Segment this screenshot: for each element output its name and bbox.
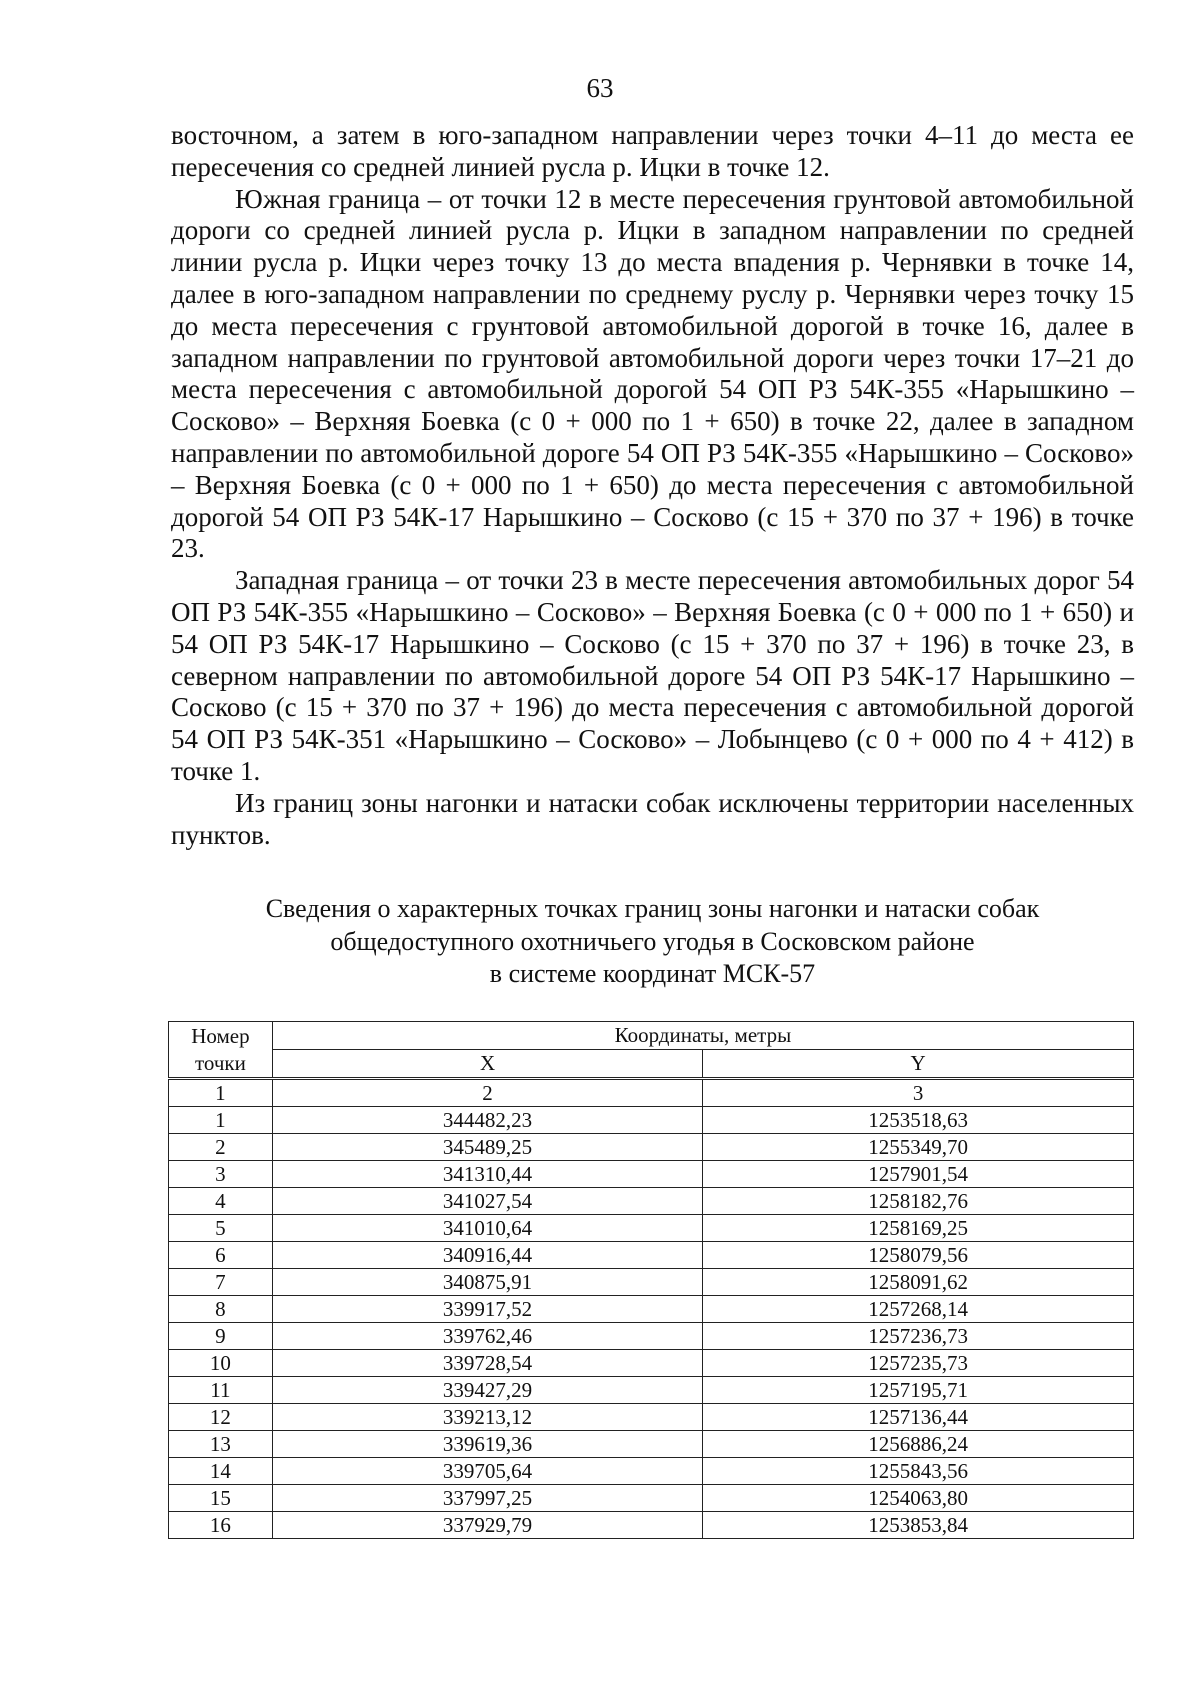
header-coordinates: Координаты, метры: [272, 1022, 1133, 1050]
table-row: [169, 1458, 1134, 1485]
cell-y: 1258182,76: [703, 1188, 1134, 1215]
table-title-line-1: Сведения о характерных точках границ зоны нагонки и натаски собак: [265, 894, 1040, 923]
table-row: [169, 1242, 1134, 1269]
cell-x: 339213,12: [272, 1404, 702, 1431]
cell-point-number: 7: [169, 1269, 273, 1296]
cell-y: 1255843,56: [703, 1458, 1134, 1485]
cell-point-number: 4: [169, 1188, 273, 1215]
cell-x: 345489,25: [272, 1134, 702, 1161]
cell-y: 1258091,62: [703, 1269, 1134, 1296]
paragraph-southern-boundary: Южная граница – от точки 12 в месте пересечения грунтовой автомобильной дороги со средней линией русла р. Ицки в западном направлении по средней линии русла р. Ицки через точку 13 до места впадения р. Чернявки в точке 14, далее в юго-западном направлении по среднему руслу р. Чернявки через точку 15 до места пересечения с грунтовой автомобильной дорогой в точке 16, далее в западном направлении по грунтовой автомобильной дороги через точки 17–21 до места пересечения с автомобильной дорогой 54 ОП РЗ 54К-355 «Нарышкино – Сосково» – Верхняя Боевка (с 0 + 000 по 1 + 650) в точке 22, далее в западном направлении по автомобильной дороге 54 ОП РЗ 54К-355 «Нарышкино – Сосково» – Верхняя Боевка (с 0 + 000 по 1 + 650) до места пересечения с автомобильной дорогой 54 ОП РЗ 54К-17 Нарышкино – Сосково (с 15 + 370 по 37 + 196) в точке 23.: [171, 183, 1134, 564]
table-row: [169, 1188, 1134, 1215]
cell-y: 1257268,14: [703, 1296, 1134, 1323]
cell-point-number: 14: [169, 1458, 273, 1485]
cell-y: 1254063,80: [703, 1485, 1134, 1512]
coordinates-table: [168, 1021, 1134, 1539]
column-number-1: 1: [169, 1079, 273, 1107]
cell-y: 1257136,44: [703, 1404, 1134, 1431]
cell-point-number: 1: [169, 1107, 273, 1134]
cell-point-number: 13: [169, 1431, 273, 1458]
cell-x: 344482,23: [272, 1107, 702, 1134]
cell-x: 339619,36: [272, 1431, 702, 1458]
body-text: [171, 120, 1134, 851]
cell-point-number: 15: [169, 1485, 273, 1512]
table-row: [169, 1512, 1134, 1539]
cell-point-number: 10: [169, 1350, 273, 1377]
paragraph-continuation: восточном, а затем в юго-западном направлении через точки 4–11 до места ее пересечения со средней линией русла р. Ицки в точке 12.: [171, 120, 1134, 182]
cell-point-number: 8: [169, 1296, 273, 1323]
cell-y: 1257235,73: [703, 1350, 1134, 1377]
cell-y: 1253518,63: [703, 1107, 1134, 1134]
cell-x: 340916,44: [272, 1242, 702, 1269]
table-title-line-3: в системе координат МСК-57: [489, 959, 816, 988]
column-number-row: [169, 1079, 1134, 1107]
cell-x: 339728,54: [272, 1350, 702, 1377]
header-x: X: [272, 1050, 702, 1079]
paragraph-western-boundary: Западная граница – от точки 23 в месте пересечения автомобильных дорог 54 ОП РЗ 54К-355 «Нарышкино – Сосково» – Верхняя Боевка (с 0 + 000 по 1 + 650) и 54 ОП РЗ 54К-17 Нарышкино – Сосково (с 15 + 370 по 37 + 196) в точке 23, в северном направлении по автомобильной дороге 54 ОП РЗ 54К-17 Нарышкино – Сосково (с 15 + 370 по 37 + 196) до места пересечения с автомобильной дорогой 54 ОП РЗ 54К-351 «Нарышкино – Сосково» – Лобынцево (с 0 + 000 по 4 + 412) в точке 1.: [171, 565, 1134, 786]
table-row: [169, 1377, 1134, 1404]
paragraph-exclusions: Из границ зоны нагонки и натаски собак исключены территории населенных пунктов.: [171, 787, 1134, 850]
table-row: [169, 1161, 1134, 1188]
cell-y: 1256886,24: [703, 1431, 1134, 1458]
column-number-3: 3: [703, 1079, 1134, 1107]
cell-y: 1258169,25: [703, 1215, 1134, 1242]
cell-point-number: 3: [169, 1161, 273, 1188]
cell-point-number: 2: [169, 1134, 273, 1161]
table-row: [169, 1404, 1134, 1431]
cell-y: 1258079,56: [703, 1242, 1134, 1269]
table-title: [171, 893, 1134, 991]
table-row: [169, 1107, 1134, 1134]
cell-y: 1253853,84: [703, 1512, 1134, 1539]
table-row: [169, 1134, 1134, 1161]
header-point-number: Номер точки: [169, 1022, 273, 1079]
cell-point-number: 9: [169, 1323, 273, 1350]
cell-x: 337929,79: [272, 1512, 702, 1539]
cell-x: 340875,91: [272, 1269, 702, 1296]
cell-point-number: 12: [169, 1404, 273, 1431]
cell-x: 341310,44: [272, 1161, 702, 1188]
page-number: 63: [586, 73, 614, 103]
cell-point-number: 5: [169, 1215, 273, 1242]
cell-x: 341027,54: [272, 1188, 702, 1215]
cell-point-number: 6: [169, 1242, 273, 1269]
cell-point-number: 11: [169, 1377, 273, 1404]
table-title-line-2: общедоступного охотничьего угодья в Сосковском районе: [330, 926, 975, 956]
cell-point-number: 16: [169, 1512, 273, 1539]
column-number-2: 2: [272, 1079, 702, 1107]
cell-x: 339917,52: [272, 1296, 702, 1323]
cell-x: 337997,25: [272, 1485, 702, 1512]
cell-x: 341010,64: [272, 1215, 702, 1242]
header-y: Y: [703, 1050, 1134, 1079]
cell-y: 1257236,73: [703, 1323, 1134, 1350]
table-row: [169, 1269, 1134, 1296]
cell-x: 339427,29: [272, 1377, 702, 1404]
table-row: [169, 1350, 1134, 1377]
table-row: [169, 1485, 1134, 1512]
table-row: [169, 1296, 1134, 1323]
table-row: [169, 1215, 1134, 1242]
cell-y: 1257195,71: [703, 1377, 1134, 1404]
cell-x: 339705,64: [272, 1458, 702, 1485]
cell-y: 1255349,70: [703, 1134, 1134, 1161]
table-row: [169, 1431, 1134, 1458]
table-row: [169, 1323, 1134, 1350]
cell-x: 339762,46: [272, 1323, 702, 1350]
cell-y: 1257901,54: [703, 1161, 1134, 1188]
